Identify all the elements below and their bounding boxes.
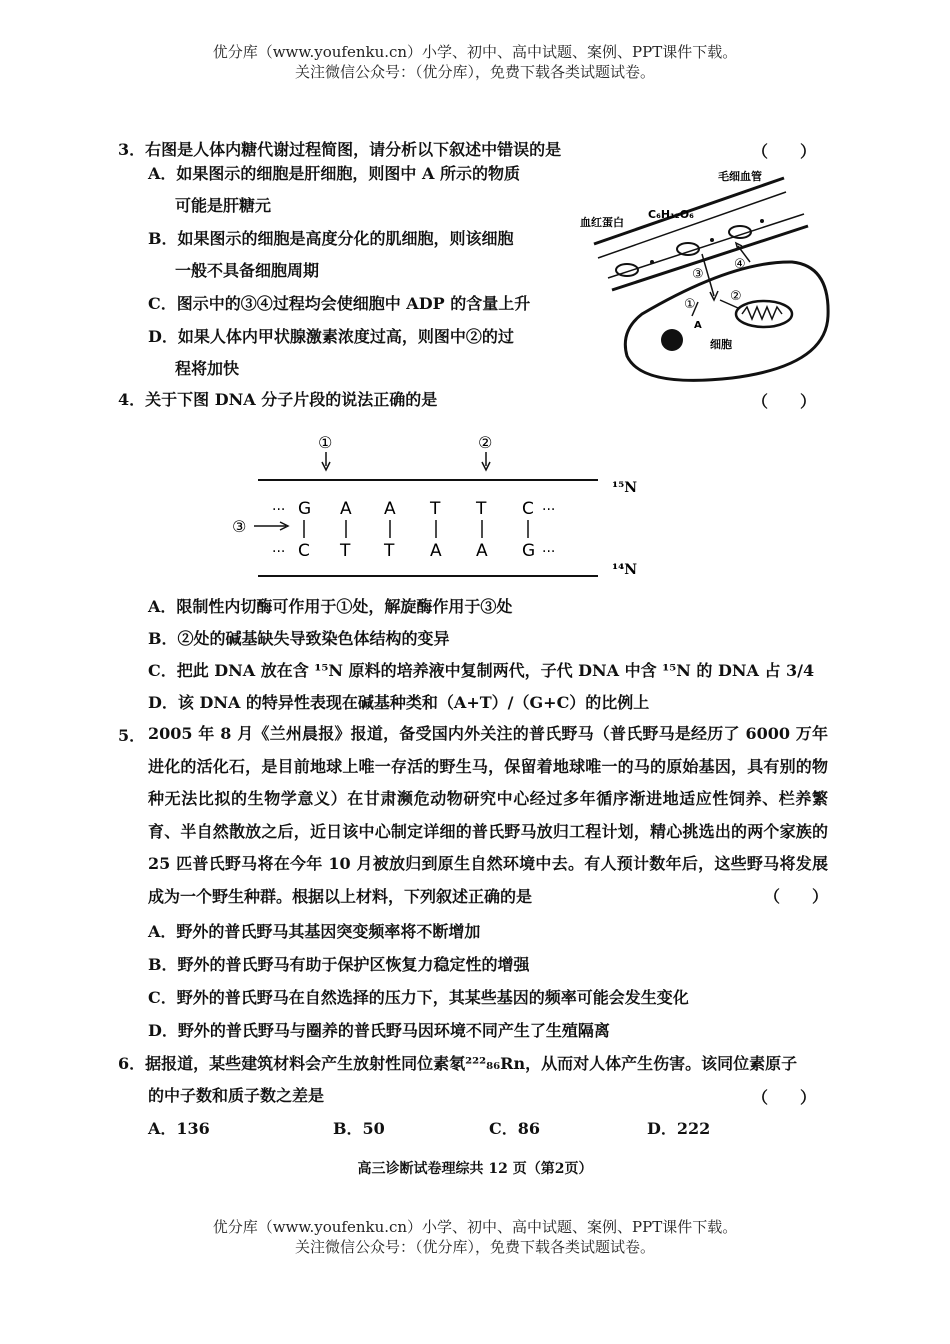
base-top-3: A	[384, 499, 396, 519]
label-a: A	[694, 320, 702, 331]
dna-mark-2: ②	[478, 433, 493, 452]
base-top-4: T	[430, 499, 441, 519]
q5-number: 5．	[118, 726, 146, 745]
mark-2: ②	[730, 289, 742, 304]
q6-option-d: D．222	[647, 1119, 711, 1138]
base-top-5: T	[476, 499, 487, 519]
dna-mark-1: ①	[318, 433, 333, 452]
q6-option-c: C．86	[489, 1119, 541, 1138]
base-bottom-5: A	[476, 541, 488, 561]
dots-bottom-right: ···	[542, 544, 556, 560]
q4-option-c: C．把此 DNA 放在含 ¹⁵N 原料的培养液中复制两代，子代 DNA 中含 ¹⁵N 的 DNA 占 3/4	[148, 661, 815, 680]
q3-option-d-line2: 程将加快	[175, 359, 240, 378]
q6-line1: 6．据报道，某些建筑材料会产生放射性同位素氡²²²₈₆Rn，从而对人体产生伤害。该同位素原子	[118, 1054, 798, 1073]
dots-top-right: ···	[542, 502, 556, 518]
q5-option-b: B．野外的普氏野马有助于保护区恢复力稳定性的增强	[148, 955, 530, 974]
watermark-footer-line1: 优分库（www.youfenku.cn）小学、初中、高中试题、案例、PPT课件下载。	[212, 1218, 738, 1236]
q5-answer-paren: （ ）	[763, 886, 828, 906]
mark-3: ③	[692, 267, 704, 282]
base-top-6: C	[522, 499, 534, 519]
q6-answer-paren: （ ）	[752, 1088, 817, 1107]
q5-stem-text: 2005 年 8 月《兰州晨报》报道，备受国内外关注的普氏野马（普氏野马是经历了 6000 万年进化的活化石，是目前地球上唯一存活的野生马，保留着地球唯一的马的原始基因，具有别的物种无法比拟的生物学意义）在甘肃濒危动物研究中心经过多年循序渐进地适应性饲养、栏养繁育、半自然散放之后，近日该中心制定详细的普氏野马放归工程计划，精心挑选出的两个家族的 25 匹普氏野马将在今年 10 月被放归到原生自然环境中去。有人预计数年后，这些野马将发展成为一个野生种群。根据以上材料，下列叙述正确的是	[148, 724, 828, 906]
mark-4: ④	[734, 257, 746, 272]
q3-option-a-line2: 可能是肝糖元	[175, 196, 272, 215]
base-top-2: A	[340, 499, 352, 519]
watermark-header-line2: 关注微信公众号：（优分库），免费下载各类试题试卷。	[294, 63, 655, 81]
base-bottom-3: T	[384, 541, 395, 561]
q3-option-b-line1: B．如果图示的细胞是高度分化的肌细胞，则该细胞	[148, 229, 514, 248]
label-capillary: 毛细血管	[718, 170, 762, 183]
base-top-1: G	[298, 499, 312, 519]
q4-stem: 4．关于下图 DNA 分子片段的说法正确的是	[118, 390, 438, 409]
q5-option-d: D．野外的普氏野马与圈养的普氏野马因环境不同产生了生殖隔离	[148, 1021, 610, 1040]
q4-option-d: D．该 DNA 的特异性表现在碱基种类和（A+T）/（G+C）的比例上	[148, 693, 650, 712]
q3-option-c: C．图示中的③④过程均会使细胞中 ADP 的含量上升	[148, 294, 531, 313]
mark-1: ①	[684, 297, 696, 312]
label-hemoglobin: 血红蛋白	[580, 216, 624, 229]
glucose-metabolism-diagram	[572, 166, 842, 386]
dna-mark-3: ③	[232, 517, 247, 536]
label-cell: 细胞	[710, 338, 732, 351]
label-14n: ¹⁴N	[612, 562, 638, 578]
base-bottom-1: C	[298, 541, 310, 561]
page-footer: 高三诊断试卷理综共 12 页（第2页）	[357, 1161, 593, 1177]
q4-option-a: A．限制性内切酶可作用于①处，解旋酶作用于③处	[148, 597, 513, 616]
label-15n: ¹⁵N	[612, 480, 638, 496]
q6-option-b: B．50	[333, 1119, 385, 1138]
base-bottom-2: T	[340, 541, 351, 561]
q3-stem: 3．右图是人体内糖代谢过程简图，请分析以下叙述中错误的是	[118, 140, 562, 159]
q6-line2: 的中子数和质子数之差是	[148, 1086, 325, 1105]
dots-top-left: ···	[272, 502, 286, 518]
base-bottom-4: A	[430, 541, 442, 561]
label-glucose: C₆H₁₂O₆	[648, 208, 694, 221]
q3-option-a-line1: A．如果图示的细胞是肝细胞，则图中 A 所示的物质	[148, 164, 520, 183]
q3-option-d-line1: D．如果人体内甲状腺激素浓度过高，则图中②的过	[148, 327, 514, 346]
q5-stem	[148, 718, 828, 913]
q4-option-b: B．②处的碱基缺失导致染色体结构的变异	[148, 629, 450, 648]
q4-answer-paren: （ ）	[752, 392, 817, 411]
q5-option-c: C．野外的普氏野马在自然选择的压力下，其某些基因的频率可能会发生变化	[148, 988, 689, 1007]
watermark-footer-line2: 关注微信公众号：（优分库），免费下载各类试题试卷。	[294, 1238, 655, 1256]
dna-fragment-diagram	[228, 422, 648, 587]
q3-option-b-line2: 一般不具备细胞周期	[175, 261, 320, 280]
base-bottom-6: G	[522, 541, 536, 561]
q5-option-a: A．野外的普氏野马其基因突变频率将不断增加	[148, 922, 481, 941]
q3-answer-paren: （ ）	[752, 142, 817, 161]
q6-option-a: A．136	[148, 1119, 210, 1138]
watermark-header-line1: 优分库（www.youfenku.cn）小学、初中、高中试题、案例、PPT课件下载。	[212, 43, 738, 61]
dots-bottom-left: ···	[272, 544, 286, 560]
